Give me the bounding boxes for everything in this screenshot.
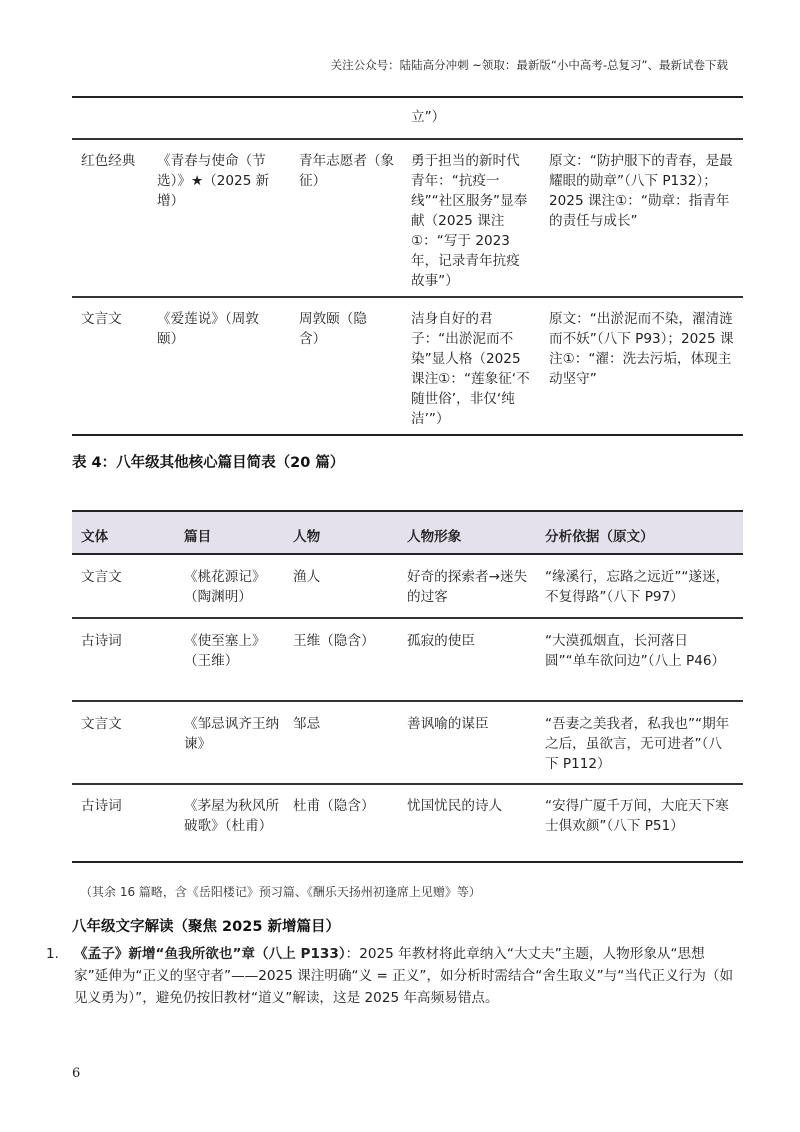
page-number: 6 — [72, 1066, 81, 1081]
table4-bottom-rule — [72, 861, 743, 863]
table-header-title: 篇目 — [184, 529, 212, 545]
table-cell-character: 杜甫（隐含） — [293, 798, 375, 814]
table4-row-rule — [72, 617, 743, 619]
page-header: 关注公众号：陆陆高分冲刺 ~领取：最新版“小中高考-总复习”、最新试卷下载 — [330, 58, 728, 72]
table-cell-genre: 文言文 — [81, 716, 122, 732]
table-header-basis: 分析依据（原文） — [545, 529, 654, 545]
table3-row-rule — [72, 296, 743, 298]
list-item-text: ：2025 年教材将此章纳入“大丈夫”主题，人物形象从“思想家”延伸为“正义的坚守者”——2025 课注明确“义 = 正义”，如分析时需结合“舍生取义”与“当代正义行为（如见义勇为）”，避免仍按旧教材“道义”解读，这是 2025 年高频易错点。 — [74, 946, 734, 1006]
table-cell-continuation: 立”） — [411, 109, 446, 125]
section-title: 八年级文字解读（聚焦 2025 新增篇目） — [72, 919, 340, 935]
table-caption: 表 4：八年级其他核心篇目简表（20 篇） — [72, 455, 345, 471]
table-cell-title: 《邹忌讽齐王纳谏》 — [184, 716, 280, 752]
table-cell-title: 《使至塞上》（王维） — [184, 633, 266, 669]
table-header-genre: 文体 — [81, 529, 109, 545]
table-cell-genre: 红色经典 — [81, 153, 136, 169]
table-cell-basis: 原文：“出淤泥而不染，濯清涟而不妖”（八下 P93）；2025 课注①：“濯：洗去污垢，体现主动坚守” — [549, 311, 734, 387]
table-header-image: 人物形象 — [407, 529, 462, 545]
table-cell-basis: “缘溪行，忘路之远近”“遂迷，不复得路”（八下 P97） — [545, 569, 730, 605]
table3-row-rule — [72, 138, 743, 140]
table-cell-image: 忧国忧民的诗人 — [407, 798, 503, 814]
table-cell-basis: “大漠孤烟直，长河落日圆”“单车欲问边”（八上 P46） — [545, 633, 726, 669]
list-item-number: 1. — [46, 946, 59, 962]
table-cell-title: 《爱莲说》（周敦颐） — [157, 311, 259, 347]
table-cell-title: 《青春与使命（节选）》★（2025 新增） — [157, 153, 270, 209]
table-cell-image: 好奇的探索者→迷失的过客 — [407, 569, 528, 605]
table-cell-image: 勇于担当的新时代青年：“抗疫一线”“社区服务”显奉献（2025 课注①：“写于 2023 年，记录青年抗疫故事”） — [411, 153, 528, 289]
table4-header-rule — [72, 553, 743, 555]
table-cell-image: 善讽喻的谋臣 — [407, 716, 489, 732]
table-cell-character: 青年志愿者（象征） — [299, 153, 395, 189]
table-cell-title: 《茅屋为秋风所破歌》（杜甫） — [184, 798, 280, 834]
table-note: （其余 16 篇略，含《岳阳楼记》预习篇、《酬乐天扬州初逢席上见赠》等） — [80, 885, 481, 899]
table3-bottom-rule — [72, 434, 743, 436]
table-cell-genre: 古诗词 — [81, 798, 122, 814]
table-cell-image: 孤寂的使臣 — [407, 633, 475, 649]
table-cell-genre: 文言文 — [81, 569, 122, 585]
table-cell-image: 洁身自好的君子：“出淤泥而不染”显人格（2025 课注①：“莲象征‘不随世俗’，非仅‘纯洁’”） — [411, 311, 530, 427]
table-cell-basis: “吾妻之美我者，私我也”“期年之后，虽欲言，无可进者”（八下 P112） — [545, 716, 730, 772]
list-item-lead: 《孟子》新增“鱼我所欲也”章（八上 P133） — [74, 946, 346, 962]
table3-top-rule — [72, 96, 743, 98]
table-cell-title: 《桃花源记》（陶渊明） — [184, 569, 266, 605]
table-cell-character: 周敦颐（隐含） — [299, 311, 367, 347]
table-cell-character: 邹忌 — [293, 716, 321, 732]
table-cell-basis: “安得广厦千万间，大庇天下寒士俱欢颜”（八下 P51） — [545, 798, 729, 834]
table-header-character: 人物 — [293, 529, 321, 545]
table-cell-character: 渔人 — [293, 569, 321, 585]
table4-row-rule — [72, 783, 743, 785]
list-item — [74, 943, 736, 1009]
table-cell-character: 王维（隐含） — [293, 633, 375, 649]
table4-row-rule — [72, 700, 743, 702]
table-cell-genre: 文言文 — [81, 311, 122, 327]
table-cell-genre: 古诗词 — [81, 633, 122, 649]
table-cell-basis: 原文：“防护服下的青春，是最耀眼的勋章”（八下 P132）；2025 课注①：“勋章：指青年的责任与成长” — [549, 153, 733, 229]
